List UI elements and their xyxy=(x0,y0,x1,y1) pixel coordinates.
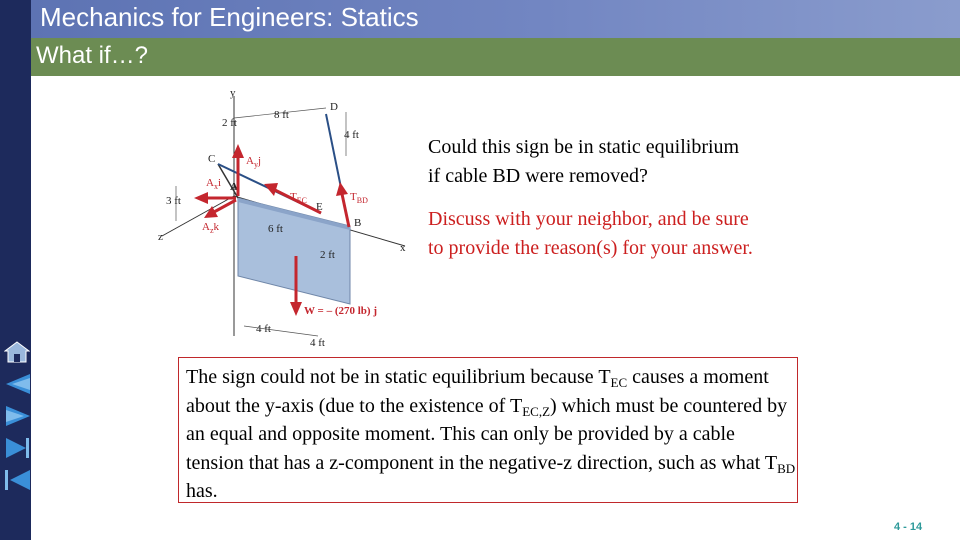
discussion-line-1: Discuss with your neighbor, and be sure xyxy=(428,208,749,230)
page-title: Mechanics for Engineers: Statics xyxy=(40,2,419,32)
home-icon[interactable] xyxy=(4,340,30,364)
force-ax-label: $A_xi$ xyxy=(206,177,222,191)
answer-sub-ec: EC xyxy=(610,375,628,390)
force-w-label: W = – (270 lb) j xyxy=(304,305,377,317)
force-tbd-head xyxy=(336,182,348,196)
answer-text-4: has. xyxy=(186,480,218,502)
sidebar xyxy=(0,0,31,540)
x-axis-label: x xyxy=(400,242,406,254)
answer-sub-bd: BD xyxy=(777,460,796,476)
next-slide-icon[interactable] xyxy=(4,436,30,460)
answer-text-1: The sign could not be in static equilibrium because T xyxy=(186,366,611,388)
dim-4ft-bottom-2: 4 ft xyxy=(310,337,325,349)
page-number: 4 - 14 xyxy=(894,521,923,533)
discussion-prompt xyxy=(428,205,848,263)
force-tec-head xyxy=(264,183,278,196)
force-ay-label: $A_yj$ xyxy=(246,155,262,169)
discussion-line-2: to provide the reason(s) for your answer. xyxy=(428,237,753,259)
last-slide-icon[interactable] xyxy=(4,468,30,492)
force-az-label: $A_zk$ xyxy=(202,221,220,235)
z-axis-label: z xyxy=(158,231,163,243)
previous-slide-icon[interactable] xyxy=(4,404,30,428)
dim-2ft-mid: 2 ft xyxy=(320,249,335,261)
force-tbd-arrow xyxy=(342,194,349,227)
y-axis-label: y xyxy=(230,87,236,99)
dim-6ft: 6 ft xyxy=(268,223,283,235)
force-tec-label: $T_{EC}$ xyxy=(290,191,307,205)
section-subtitle: What if…? xyxy=(36,42,149,69)
point-c-label: C xyxy=(208,153,216,165)
answer-text-3: ) which must be countered by an equal and opposite moment. This can only be provided by a cable tension that has a z-component in the negative-z direction, such as what T xyxy=(186,394,788,474)
point-e-label: E xyxy=(316,201,323,213)
question-line-1: Could this sign be in static equilibrium xyxy=(428,136,740,158)
point-d-label: D xyxy=(330,101,338,113)
subtitle-bar xyxy=(31,38,960,76)
question-text xyxy=(428,133,848,191)
force-az-arrow xyxy=(214,200,236,212)
question-line-2: if cable BD were removed? xyxy=(428,165,648,187)
answer-sub-ecz: EC,Z xyxy=(522,403,551,419)
sign-diagram xyxy=(150,86,415,356)
force-ax-head xyxy=(194,192,208,204)
point-b-label: B xyxy=(354,217,362,229)
dim-8ft: 8 ft xyxy=(274,109,289,121)
dim-3ft: 3 ft xyxy=(166,195,181,207)
dim-4ft-right: 4 ft xyxy=(344,129,359,141)
answer-box xyxy=(178,357,798,503)
answer-text-2: causes a moment about the y-axis (due to the existence of T xyxy=(186,366,769,417)
dim-2ft-top: 2 ft xyxy=(222,117,237,129)
first-slide-icon[interactable] xyxy=(4,372,30,396)
point-a-label: A xyxy=(230,181,238,193)
force-w-head xyxy=(290,302,302,316)
force-tbd-label: $T_{BD}$ xyxy=(350,191,368,205)
dim-4ft-bottom-1: 4 ft xyxy=(256,323,271,335)
